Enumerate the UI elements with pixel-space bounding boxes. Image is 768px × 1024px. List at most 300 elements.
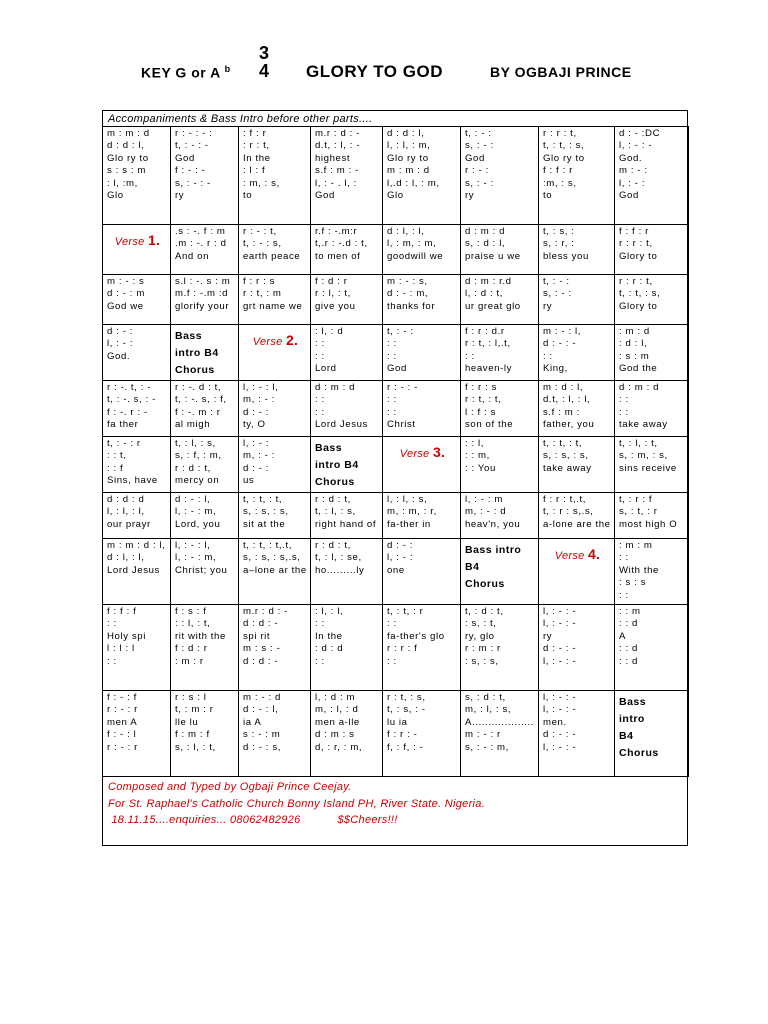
grid-cell xyxy=(383,493,461,539)
lyric-line: And on xyxy=(175,250,210,262)
solfa-line: s, : s, : s, xyxy=(243,506,289,518)
solfa-line: : : xyxy=(387,394,397,406)
solfa-line: r : - : r xyxy=(107,704,138,716)
grid-row xyxy=(103,381,689,437)
grid-cell xyxy=(539,127,615,225)
lyric-line: Glo ry to xyxy=(107,152,149,164)
grid-cell xyxy=(539,493,615,539)
solfa-line: : : xyxy=(315,618,325,630)
solfa-line: l, : - : xyxy=(387,552,414,564)
solfa-line: take away xyxy=(619,419,668,431)
bass-intro-note: B4 xyxy=(465,561,480,573)
grid-cell xyxy=(383,225,461,275)
grid-cell xyxy=(103,127,171,225)
verse-marker xyxy=(243,332,308,348)
solfa-line: m : - : r xyxy=(465,729,501,741)
lyric-line: heav'n, you xyxy=(465,518,521,530)
footer-composed: Composed and Typed by Ogbaji Prince Ceejay. xyxy=(108,781,352,793)
solfa-line: d.t, : l, : l, xyxy=(543,394,591,406)
solfa-line: t, : - : - xyxy=(175,140,209,152)
lyric-line: a–lone ar the xyxy=(243,564,307,576)
solfa-line: fa ther xyxy=(107,419,139,431)
solfa-line: give you xyxy=(315,300,356,312)
grid-cell xyxy=(103,691,171,777)
bass-intro-note: intro xyxy=(619,713,645,725)
solfa-line: : : xyxy=(387,350,397,362)
grid-row xyxy=(103,437,689,493)
solfa-line: : : xyxy=(619,406,629,418)
solfa-line: l, : - : - xyxy=(543,741,577,753)
grid-cell xyxy=(539,325,615,381)
grid-cell xyxy=(103,325,171,381)
solfa-line: d : m : d xyxy=(619,382,660,393)
grid-row xyxy=(103,275,689,325)
solfa-line: t, : d : t, xyxy=(465,606,504,617)
grid-cell xyxy=(311,275,383,325)
solfa-line: rit with the xyxy=(175,630,226,642)
solfa-line: t, : r : s,.s, xyxy=(543,506,594,518)
verse-label: Verse xyxy=(399,448,433,460)
solfa-line: d : m : d xyxy=(315,382,356,393)
solfa-line: heaven-ly xyxy=(465,363,512,375)
solfa-line: m : - : l, xyxy=(543,326,581,337)
grid-cell xyxy=(239,381,311,437)
grid-cell xyxy=(615,275,689,325)
solfa-line: t, : s, : - xyxy=(387,704,426,716)
grid-cell xyxy=(383,275,461,325)
grid-cell xyxy=(171,225,239,275)
grid-cell xyxy=(171,539,239,605)
solfa-line: l, : - : - xyxy=(543,655,577,667)
solfa-line: f : r : d.r xyxy=(465,326,505,337)
solfa-line: : : xyxy=(619,589,629,601)
solfa-line: to xyxy=(243,190,253,202)
solfa-line: mercy on xyxy=(175,475,220,487)
bass-intro-note: intro B4 xyxy=(175,347,219,359)
solfa-line: f : - : - xyxy=(175,165,206,177)
grid-cell xyxy=(383,437,461,493)
solfa-line: : : xyxy=(315,406,325,418)
solfa-line: s, : m, : s, xyxy=(619,450,668,462)
solfa-line: s.f : m : xyxy=(543,406,580,418)
solfa-line: : : l, : t, xyxy=(175,618,211,630)
solfa-line: : : xyxy=(107,655,117,667)
lyric-line: God we xyxy=(107,300,144,312)
solfa-line: sins receive xyxy=(619,462,677,474)
solfa-line: f, : f, : - xyxy=(387,741,424,753)
solfa-line: d, : r, : m, xyxy=(315,741,363,753)
solfa-line: to xyxy=(543,190,553,202)
solfa-line: f : -. m : r xyxy=(175,406,221,418)
grid-cell xyxy=(461,605,539,691)
solfa-line: d : m : d xyxy=(465,226,506,237)
lyric-line: God xyxy=(175,152,195,164)
grid-cell xyxy=(461,539,539,605)
solfa-line: : : xyxy=(315,655,325,667)
solfa-line: m, : - : xyxy=(243,394,275,406)
solfa-line: : m, : s, xyxy=(243,177,280,189)
solfa-line: : d : l, xyxy=(619,338,648,350)
solfa-line: r : l, : t, xyxy=(315,288,351,300)
lyric-line: ia A xyxy=(243,716,262,728)
lyric-line: God xyxy=(465,152,485,164)
lyric-line: Glo ry to xyxy=(543,152,585,164)
solfa-line: spi rit xyxy=(243,630,271,642)
grid-cell xyxy=(239,539,311,605)
solfa-line: right hand of xyxy=(315,518,377,530)
grid-cell xyxy=(383,381,461,437)
solfa-line: f : d : r xyxy=(175,643,208,655)
song-title: GLORY TO GOD xyxy=(306,62,443,81)
solfa-line: t, : l, : t, xyxy=(619,438,658,449)
grid-cell xyxy=(461,127,539,225)
solfa-line: s, : - : xyxy=(543,288,572,300)
solfa-line: m, : l, : s, xyxy=(465,704,512,716)
grid-row xyxy=(103,493,689,539)
solfa-line: t,.r : -.d : t, xyxy=(315,238,368,250)
grid-row xyxy=(103,325,689,381)
grid-cell xyxy=(311,127,383,225)
solfa-line: l, : m, : m, xyxy=(387,238,437,250)
solfa-line: d : - : l, xyxy=(175,494,211,505)
lyric-line: Lord, you xyxy=(175,518,221,530)
grid-cell xyxy=(461,437,539,493)
solfa-line: : : xyxy=(465,350,475,362)
solfa-line: m, : m, : r, xyxy=(387,506,437,518)
solfa-line: s, : l, : t, xyxy=(175,741,216,753)
solfa-line: lu ia xyxy=(387,716,408,728)
grid-row xyxy=(103,691,689,777)
solfa-line: t, : l, : se, xyxy=(315,552,362,564)
solfa-line: bless you xyxy=(543,250,589,262)
solfa-line: t, : m : r xyxy=(175,704,214,716)
solfa-line: d : - : xyxy=(243,406,270,418)
solfa-line: : : m, xyxy=(465,450,490,462)
lyric-line: Lord Jesus xyxy=(107,564,160,576)
key-label xyxy=(141,64,231,81)
solfa-line: grt name we xyxy=(243,300,303,312)
solfa-line: r : r : f xyxy=(387,643,418,655)
solfa-line: f : f : r xyxy=(543,165,573,177)
time-signature-top: 3 xyxy=(258,43,269,63)
solfa-line: d : - : xyxy=(387,540,414,551)
lyric-line: With the xyxy=(619,564,659,576)
grid-cell xyxy=(461,325,539,381)
solfa-line: r : - : - : xyxy=(175,128,213,139)
solfa-line: ur great glo xyxy=(465,300,521,312)
bass-intro-note: Bass xyxy=(315,442,343,454)
solfa-line: : : f xyxy=(107,462,124,474)
lyric-line: God the xyxy=(619,363,658,375)
solfa-line: us xyxy=(243,475,255,487)
grid-cell xyxy=(383,691,461,777)
solfa-line: ry xyxy=(465,190,475,202)
grid-cell xyxy=(461,225,539,275)
footer-contact xyxy=(108,812,485,829)
solfa-line: m : - : s, xyxy=(387,276,428,287)
grid-row xyxy=(103,127,689,225)
solfa-line: : : t, xyxy=(107,450,127,462)
time-signature xyxy=(255,44,273,80)
solfa-line: r : t, : s, xyxy=(387,692,426,703)
solfa-line: men a-lle xyxy=(315,716,360,728)
solfa-line: l, : - : - xyxy=(543,606,577,617)
solfa-line: lle lu xyxy=(175,716,199,728)
solfa-line: : f : r xyxy=(243,128,267,139)
solfa-line: l, : - : - xyxy=(543,704,577,716)
grid-cell xyxy=(103,493,171,539)
solfa-line: : : m xyxy=(619,606,641,617)
solfa-line: earth peace xyxy=(243,250,301,262)
solfa-line: : s, : t, xyxy=(465,618,497,630)
footer-church: For St. Raphael's Catholic Church Bonny Island PH, River State. Nigeria. xyxy=(108,797,486,810)
solfa-line: d : l, : l, xyxy=(387,226,425,237)
solfa-line: : : d xyxy=(619,618,638,630)
solfa-line: : : xyxy=(107,618,117,630)
solfa-line: l, : l, : s, xyxy=(387,494,428,505)
solfa-line: m, : - : xyxy=(243,450,275,462)
solfa-line: l, : - : l, xyxy=(243,382,279,393)
solfa-line: l : l : l xyxy=(107,643,135,655)
grid-cell xyxy=(171,437,239,493)
grid-cell xyxy=(239,493,311,539)
grid-cell xyxy=(539,437,615,493)
solfa-line: s, : - : m, xyxy=(465,741,509,753)
lyric-line: ty, O xyxy=(243,419,266,431)
lyric-line: God xyxy=(619,190,639,202)
solfa-line: d : m : r.d xyxy=(465,276,512,287)
solfa-line: t, : -. s, : f, xyxy=(175,394,227,406)
grid-cell xyxy=(171,691,239,777)
solfa-line: d : m : s xyxy=(315,729,355,741)
grid-cell xyxy=(103,381,171,437)
grid-cell xyxy=(103,539,171,605)
solfa-line: d : - : s, xyxy=(243,741,281,753)
solfa-line: l, : - : - xyxy=(543,618,577,630)
solfa-line: : : d xyxy=(619,655,638,667)
verse-number: 1. xyxy=(147,232,161,248)
grid-cell xyxy=(103,437,171,493)
solfa-line: f : f : f xyxy=(107,606,137,617)
grid-cell xyxy=(615,539,689,605)
solfa-line: m, : l, : d xyxy=(315,704,359,716)
solfa-line: thanks for xyxy=(387,300,436,312)
solfa-line: r : t, : t, xyxy=(465,394,502,406)
bass-intro-note: Bass xyxy=(619,696,647,708)
solfa-line: : l : f xyxy=(243,165,266,177)
lyric-line: In the xyxy=(315,630,343,642)
solfa-line: t, : -. s, : - xyxy=(107,394,156,406)
solfa-line: d : - : - xyxy=(543,338,577,350)
solfa-line: m.r : d : - xyxy=(243,606,288,617)
solfa-line: d : - : - xyxy=(543,729,577,741)
grid-cell xyxy=(539,605,615,691)
solfa-line: s.l : -. s : m xyxy=(175,276,231,287)
grid-cell xyxy=(311,381,383,437)
solfa-line: glorify your xyxy=(175,300,230,312)
solfa-line: t, : - : xyxy=(387,326,414,337)
solfa-line: f : r : t,.t, xyxy=(543,494,586,505)
solfa-line: s, : d : t, xyxy=(465,692,506,703)
solfa-line: praise u we xyxy=(465,250,521,262)
grid-cell xyxy=(171,275,239,325)
solfa-line: t, : - : xyxy=(465,128,492,139)
solfa-line: f : - : l xyxy=(107,729,137,741)
grid-cell xyxy=(171,605,239,691)
solfa-line: s, : f, : m, xyxy=(175,450,222,462)
solfa-line: r : r : t, xyxy=(619,238,653,250)
solfa-line: r : - : xyxy=(465,165,489,177)
grid-cell xyxy=(383,325,461,381)
solfa-line: f : d : r xyxy=(315,276,348,287)
lyric-line: Lord Jesus xyxy=(315,419,368,431)
solfa-line: m : d : l, xyxy=(543,382,584,393)
bass-intro-note: intro B4 xyxy=(315,459,359,471)
grid-row xyxy=(103,539,689,605)
solfa-line: d : d : l, xyxy=(387,128,425,139)
solfa-line: ry xyxy=(543,300,553,312)
solfa-line: : l, : l, xyxy=(315,606,344,617)
grid-cell xyxy=(615,127,689,225)
lyric-line: Glo xyxy=(387,190,404,202)
verse-label: Verse xyxy=(114,236,148,248)
solfa-line: s, : s, : s,.s, xyxy=(243,552,301,564)
lyric-line: God. xyxy=(619,152,643,164)
solfa-line: to men of xyxy=(315,250,361,262)
bass-intro-note: Chorus xyxy=(315,476,355,488)
verse-marker xyxy=(387,444,458,460)
solfa-line: : : xyxy=(315,350,325,362)
solfa-line: f : -. r : - xyxy=(107,406,148,418)
solfa-line: :m, : s, xyxy=(543,177,577,189)
grid-row xyxy=(103,225,689,275)
solfa-line: l, : - : xyxy=(619,177,646,189)
solfa-line: l, : - : - xyxy=(619,140,653,152)
solfa-line: f : s : f xyxy=(175,606,207,617)
solfa-line: t, : t, : t,.t, xyxy=(243,540,292,551)
grid-cell xyxy=(461,275,539,325)
solfa-line: .s : -. f : m xyxy=(175,226,226,237)
footer-cheers: $$Cheers!!! xyxy=(337,814,398,826)
verse-marker xyxy=(543,546,612,562)
solfa-line: d : - : xyxy=(107,326,134,337)
solfa-line: s, : - : - xyxy=(175,177,211,189)
solfa-line: highest xyxy=(315,152,351,164)
solfa-line: l, : - : m, xyxy=(175,506,217,518)
solfa-line: m, : - : d xyxy=(465,506,507,518)
grid-cell xyxy=(615,605,689,691)
solfa-line: d : d : - xyxy=(243,655,279,667)
grid-cell xyxy=(171,127,239,225)
grid-cell xyxy=(171,493,239,539)
grid-cell xyxy=(311,225,383,275)
grid-cell xyxy=(539,225,615,275)
grid-cell xyxy=(103,605,171,691)
lyric-line: God xyxy=(387,363,407,375)
solfa-line: m : - : s xyxy=(107,276,145,287)
grid-cell xyxy=(615,225,689,275)
solfa-line: m : m : d xyxy=(107,128,150,139)
solfa-line: : : xyxy=(315,394,325,406)
solfa-line: : s : m xyxy=(619,350,650,362)
solfa-line: f : - : f xyxy=(107,692,137,703)
grid-cell xyxy=(103,275,171,325)
solfa-line: s : s : m xyxy=(107,165,146,177)
solfa-line: f : r : s xyxy=(243,276,276,287)
solfa-line: : : xyxy=(387,406,397,418)
solfa-line: r.f : -.m:r xyxy=(315,226,358,237)
solfa-line: s, : s, : s, xyxy=(543,450,589,462)
solfa-line: r : d : t, xyxy=(315,540,351,551)
solfa-line: r : - : t, xyxy=(243,226,277,237)
solfa-line: r : m : r xyxy=(465,643,501,655)
grid-cell xyxy=(615,437,689,493)
solfa-line: : d : d xyxy=(315,643,344,655)
solfa-grid-body xyxy=(103,127,689,777)
solfa-line: l, : d : m xyxy=(315,692,356,703)
solfa-line: father, you xyxy=(543,419,595,431)
intro-note: Accompaniments & Bass Intro before other parts.... xyxy=(108,113,373,125)
solfa-line: fa-ther in xyxy=(387,518,431,530)
solfa-line: t, : t, : s, xyxy=(543,140,585,152)
grid-cell xyxy=(171,325,239,381)
grid-cell xyxy=(239,325,311,381)
grid-cell xyxy=(539,539,615,605)
lyric-line: King, xyxy=(543,363,568,375)
solfa-line: r : t, : l,.t, xyxy=(465,338,511,350)
solfa-line: : : d xyxy=(619,643,638,655)
lyric-line: : : You xyxy=(465,462,496,474)
solfa-line: l, : - : xyxy=(107,338,134,350)
key-text: KEY G or A xyxy=(141,64,221,81)
bass-intro-note: Bass intro xyxy=(465,544,522,556)
grid-cell xyxy=(311,539,383,605)
solfa-line: r : d : t, xyxy=(175,462,211,474)
solfa-line: t, : s, : xyxy=(543,226,575,237)
solfa-line: men. xyxy=(543,716,567,728)
solfa-line: take away xyxy=(543,462,592,474)
solfa-line: d : - : xyxy=(243,462,270,474)
grid-cell xyxy=(311,325,383,381)
solfa-line: ry xyxy=(543,630,553,642)
lyric-line: Glory to xyxy=(619,300,658,312)
solfa-line: our prayr xyxy=(107,518,151,530)
solfa-line: s.f : m : - xyxy=(315,165,359,177)
solfa-line: t, : t, : s, xyxy=(619,288,661,300)
lyric-line: God. xyxy=(107,350,131,362)
solfa-line: : : xyxy=(543,350,553,362)
solfa-line: d : - : m, xyxy=(387,288,429,300)
grid-cell xyxy=(239,127,311,225)
solfa-line: r : - : r xyxy=(107,741,138,753)
solfa-line: d.t, : l, : - xyxy=(315,140,361,152)
lyric-line: Glo ry to xyxy=(387,152,429,164)
solfa-line: r : -. d : t, xyxy=(175,382,222,393)
solfa-line: l, : d : t, xyxy=(465,288,504,300)
grid-cell xyxy=(311,691,383,777)
solfa-line: m : m : d : l, xyxy=(107,540,166,551)
solfa-line: l, : - : xyxy=(243,438,270,449)
grid-cell xyxy=(539,691,615,777)
solfa-line: r : d : t, xyxy=(315,494,351,505)
lyric-line: A................... xyxy=(465,716,535,728)
grid-cell xyxy=(239,275,311,325)
solfa-line: l,.d : l, : m, xyxy=(387,177,440,189)
solfa-line: t, : l, : s, xyxy=(315,506,356,518)
grid-cell xyxy=(239,691,311,777)
solfa-line: d : l, : l, xyxy=(107,552,145,564)
solfa-line: s, : d : l, xyxy=(465,238,506,250)
